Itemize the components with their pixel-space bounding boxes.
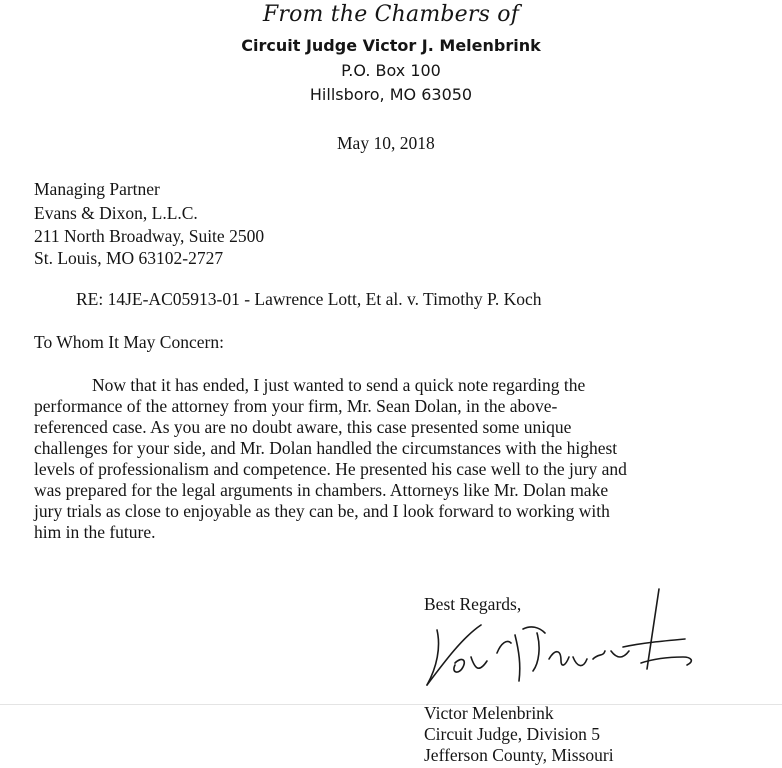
page-divider xyxy=(0,704,782,705)
re-line: RE: 14JE-AC05913-01 - Lawrence Lott, Et al. v. Timothy P. Koch xyxy=(76,289,542,309)
recipient-street: 211 North Broadway, Suite 2500 xyxy=(34,226,265,246)
letterhead-judge-name: Circuit Judge Victor J. Melenbrink xyxy=(241,36,541,55)
letterhead-po-box: P.O. Box 100 xyxy=(341,61,441,80)
body-line: levels of professionalism and competence. He presented his case well to the jury and xyxy=(34,459,627,479)
body-line: referenced case. As you are no doubt aware, this case presented some unique xyxy=(34,417,572,437)
recipient-city: St. Louis, MO 63102-2727 xyxy=(34,248,224,268)
body-line: him in the future. xyxy=(34,522,156,542)
letter-body xyxy=(34,375,749,543)
closing: Best Regards, xyxy=(424,594,522,614)
body-line: Now that it has ended, I just wanted to send a quick note regarding the xyxy=(92,375,586,395)
body-line: performance of the attorney from your firm, Mr. Sean Dolan, in the above- xyxy=(34,396,558,416)
handwritten-signature xyxy=(415,585,705,695)
body-line: challenges for your side, and Mr. Dolan handled the circumstances with the highest xyxy=(34,438,618,458)
letter-date: May 10, 2018 xyxy=(337,133,435,153)
recipient-title: Managing Partner xyxy=(34,179,160,199)
body-line: jury trials as close to enjoyable as they can be, and I look forward to working with xyxy=(34,501,610,521)
letterhead-city: Hillsboro, MO 63050 xyxy=(309,85,473,104)
signer-name: Victor Melenbrink xyxy=(424,703,554,723)
signer-county: Jefferson County, Missouri xyxy=(424,745,614,765)
body-line: was prepared for the legal arguments in chambers. Attorneys like Mr. Dolan make xyxy=(34,480,609,500)
salutation: To Whom It May Concern: xyxy=(34,332,224,352)
letterhead-from: From the Chambers of xyxy=(262,2,520,27)
signer-title: Circuit Judge, Division 5 xyxy=(424,724,600,744)
recipient-firm: Evans & Dixon, L.L.C. xyxy=(34,203,198,223)
